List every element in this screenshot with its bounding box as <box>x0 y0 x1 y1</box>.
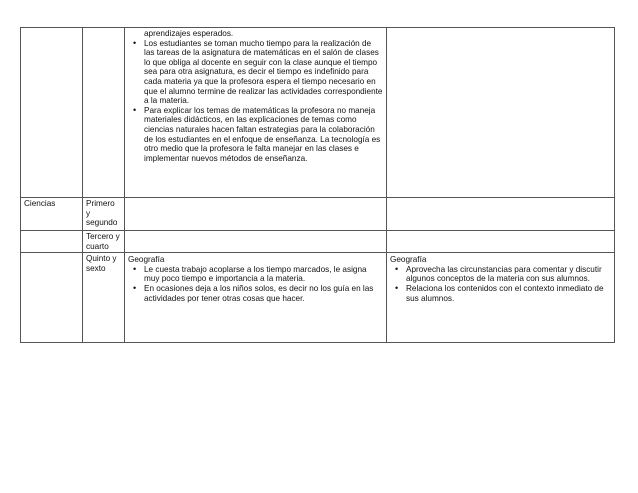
table-row <box>21 253 615 343</box>
bullet-list <box>128 39 383 164</box>
list-item: • Aprovecha las circunstancias para comentar y discutir algunos conceptos de la materia con sus alumnos. <box>406 265 611 284</box>
grade-cell: Primero y segundo <box>83 198 125 231</box>
list-item: • Relaciona los contenidos con el contexto inmediato de sus alumnos. <box>406 284 611 303</box>
table-cell <box>125 253 387 343</box>
bullet-list <box>128 265 383 303</box>
list-item: • En ocasiones deja a los niños solos, es decir no los guía en las actividades por tener otras cosas que hacer. <box>144 284 383 303</box>
table-row <box>21 28 615 198</box>
list-item: • Para explicar los temas de matemáticas la profesora no maneja materiales didácticos, en las explicaciones de temas como ciencias naturales hacen faltan estrategias para la colaboración de los estudiantes en el enfoque de enseñanza. La tecnología es otro medio que la profesora le falta manejar en las clases e implementar nuevos métodos de enseñanza. <box>144 106 383 164</box>
grade-cell: Quinto y sexto <box>83 253 125 343</box>
table-cell <box>21 253 83 343</box>
observation-table <box>20 27 615 343</box>
subject-heading: Geografía <box>390 255 427 265</box>
table-cell <box>125 231 387 253</box>
grade-cell: Tercero y cuarto <box>83 231 125 253</box>
table-cell <box>387 231 615 253</box>
continuation-text: aprendizajes esperados. <box>144 29 234 38</box>
list-item: • Le cuesta trabajo acoplarse a los tiempo marcados, le asigna muy poco tiempo e importancia a la materia. <box>144 265 383 284</box>
table-cell <box>83 28 125 198</box>
table-cell <box>21 231 83 253</box>
bullet-list <box>390 265 611 303</box>
subject-cell: Ciencias <box>21 198 83 231</box>
table-cell <box>387 198 615 231</box>
table-row <box>21 198 615 231</box>
table-cell <box>387 28 615 198</box>
table-row <box>21 231 615 253</box>
table-cell <box>125 198 387 231</box>
list-item: • Los estudiantes se toman mucho tiempo para la realización de las tareas de la asignatura de matemáticas en el salón de clases lo que obliga al docente en seguir con la clase aunque el tiempo sea para otra asignatura, es decir el tiempo es indefinido para cada materia ya que la profesora espera el tiempo necesario en que el alumno termine de realizar las actividades correspondiente a la materia. <box>144 39 383 106</box>
table-cell <box>21 28 83 198</box>
subject-heading: Geografía <box>128 255 165 265</box>
table-cell <box>125 28 387 198</box>
table-cell <box>387 253 615 343</box>
